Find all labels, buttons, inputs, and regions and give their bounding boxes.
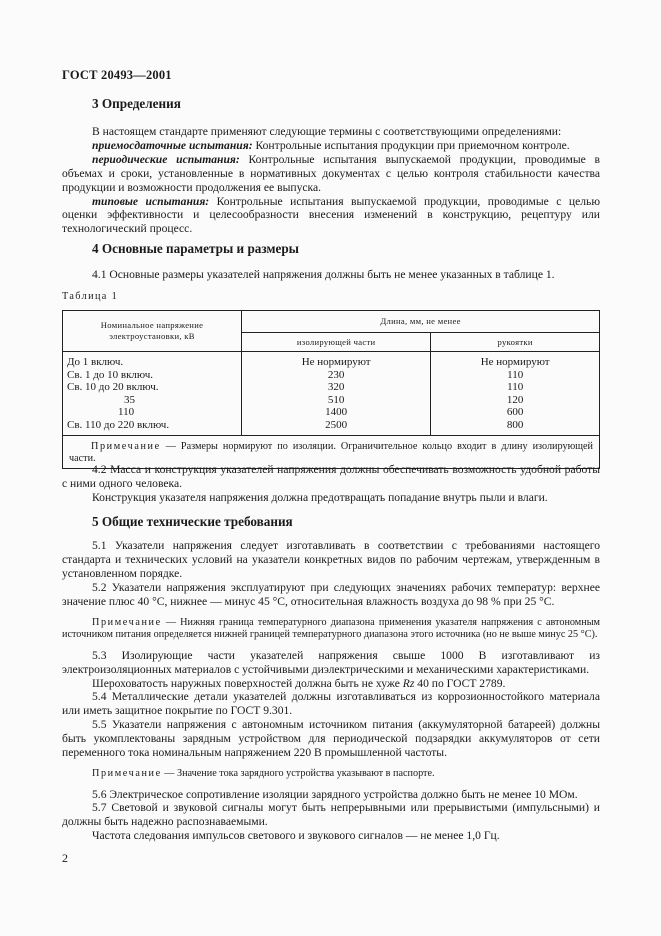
voltage-value: Св. 10 до 20 включ. — [67, 381, 159, 394]
note-text: — Нижняя граница температурного диапазона применения указателя напряжения с автономным источником питания определяется нижней границей температурного диапазона этого источника (но не выше минус 25 °С). — [62, 616, 600, 641]
paragraph-5-5: 5.5 Указатели напряжения с автономным источником питания (аккумуляторной батареей) должны быть укомплектованы зарядным устройством для периодической подзарядки аккумуляторов от сети переменного тока номинальным напряжением 220 В промышленной частоты. — [62, 718, 600, 760]
term-name: типовые испытания: — [92, 194, 210, 208]
handle-value: 120 — [506, 393, 524, 406]
header-length: Длина, мм, не менее — [242, 311, 600, 333]
voltage-column — [63, 352, 242, 436]
section-4 — [62, 241, 600, 257]
paragraph-4-2: 4.2 Масса и конструкция указателей напряжения должны обеспечивать возможность удобной работы с ними одного человека. — [62, 463, 600, 490]
insulating-value: 1400 — [325, 406, 348, 419]
handle-value: 600 — [506, 406, 524, 419]
section-3-title: 3 Определения — [92, 96, 181, 111]
text-fragment: 40 по ГОСТ 2789. — [414, 676, 506, 690]
insulating-value: 320 — [327, 381, 345, 394]
term-type — [62, 195, 600, 237]
note-5-2 — [62, 617, 600, 642]
paragraph-4-2-b: Конструкция указателя напряжения должна предотвращать попадание внутрь пыли и влаги. — [92, 490, 548, 504]
roughness-symbol: Rz — [402, 676, 415, 690]
section-5-body — [62, 539, 600, 843]
section-4-title: 4 Основные параметры и размеры — [92, 241, 299, 256]
term-name: периодические испытания: — [92, 152, 240, 166]
insulating-value: Не нормируют — [301, 356, 371, 368]
paragraph-5-3: 5.3 Изолирующие части указателей напряжения свыше 1000 В изготавливают из электроизоляционных материалов с устойчивыми диэлектрическими и механическими характеристиками. — [62, 648, 600, 676]
term-acceptance — [62, 139, 600, 153]
voltage-value: 110 — [118, 406, 135, 419]
term-name: приемосдаточные испытания: — [92, 138, 253, 152]
section-4-p42 — [62, 463, 600, 505]
table-caption: Таблица 1 — [62, 291, 119, 302]
insulating-column — [242, 352, 431, 436]
paragraph-5-6: 5.6 Электрическое сопротивление изоляции зарядного устройства должно быть не менее 10 МОм. — [92, 787, 578, 801]
term-periodic — [62, 153, 600, 195]
note-5-5 — [62, 768, 600, 781]
paragraph-4-1: 4.1 Основные размеры указателей напряжения должны быть не менее указанных в таблице 1. — [92, 268, 555, 281]
paragraph-5-4: 5.4 Металлические детали указателей должны изготавливаться из коррозионностойкого материала или иметь защитное покрытие по ГОСТ 9.301. — [62, 690, 600, 718]
section-5-title: 5 Общие технические требования — [92, 514, 293, 529]
insulating-value: 2500 — [325, 418, 348, 431]
table-1-wrap — [62, 310, 600, 469]
voltage-value: Св. 1 до 10 включ. — [67, 368, 153, 381]
insulating-value: 230 — [327, 368, 345, 381]
note-label: Примечание — [92, 616, 162, 628]
text-fragment: Шероховатость наружных поверхностей должна быть не хуже — [92, 676, 403, 690]
handle-value: 110 — [507, 368, 524, 381]
note-label: Примечание — [92, 767, 162, 779]
handle-value: Не нормируют — [480, 356, 550, 368]
handle-value: 800 — [506, 418, 524, 431]
handle-value: 110 — [507, 381, 524, 394]
standard-code: ГОСТ 20493—2001 — [62, 68, 172, 82]
voltage-value: 35 — [124, 393, 135, 406]
section-4-p41 — [62, 268, 600, 282]
section-3 — [62, 96, 600, 112]
term-definition: Контрольные испытания выпускаемой продукции, проводимые с целью оценки эффективности и целесообразности внесения изменений в конструкцию, рецептуру или технологический процесс. — [62, 194, 600, 236]
paragraph-5-1: 5.1 Указатели напряжения следует изготавливать в соответствии с требованиями настоящего стандарта и технических условий на указатели конкретных видов по рабочим чертежам, утвержденным в установленном порядке. — [62, 539, 600, 580]
handle-column — [431, 352, 600, 436]
voltage-value: До 1 включ. — [67, 356, 124, 368]
section-5 — [62, 514, 600, 530]
voltage-value: Св. 110 до 220 включ. — [67, 418, 170, 431]
table-1-caption-wrap — [62, 290, 600, 304]
header-insulating: изолирующей части — [242, 333, 431, 352]
paragraph-5-7-b: Частота следования импульсов светового и звукового сигналов — не менее 1,0 Гц. — [92, 829, 500, 843]
paragraph-5-2: 5.2 Указатели напряжения эксплуатируют при следующих значениях рабочих температур: верхнее значение плюс 40 °С, нижнее — минус 45 °С, относительная влажность воздуха до 98 % при 25 °С. — [62, 580, 600, 608]
term-definition: Контрольные испытания продукции при приемочном контроле. — [252, 138, 570, 152]
dimensions-table — [62, 310, 600, 469]
paragraph-5-3-b — [62, 677, 600, 691]
definitions-intro: В настоящем стандарте применяют следующие термины с соответствующими определениями: — [92, 125, 562, 138]
paragraph-5-7: 5.7 Световой и звуковой сигналы могут быть непрерывными или прерывистыми (импульсными) и должны быть надежно распознаваемыми. — [62, 801, 600, 829]
note-label: Примечание — [91, 440, 161, 452]
note-text: — Значение тока зарядного устройства указывают в паспорте. — [161, 767, 435, 779]
insulating-value: 510 — [327, 393, 345, 406]
term-definition: Контрольные испытания выпускаемой продукции, проводимые в объемах и сроки, установленные в нормативных документах с целью контроля стабильности качества продукции и возможности продолжения ее выпуска. — [62, 152, 600, 194]
header-handle: рукоятки — [431, 333, 600, 352]
header-voltage: Номинальное напряжение электроустановки, кВ — [63, 311, 242, 352]
section-3-body — [62, 125, 600, 236]
note-text: — Размеры нормируют по изоляции. Ограничительное кольцо входит в длину изолирующей части. — [69, 440, 593, 464]
page-number: 2 — [62, 851, 68, 865]
